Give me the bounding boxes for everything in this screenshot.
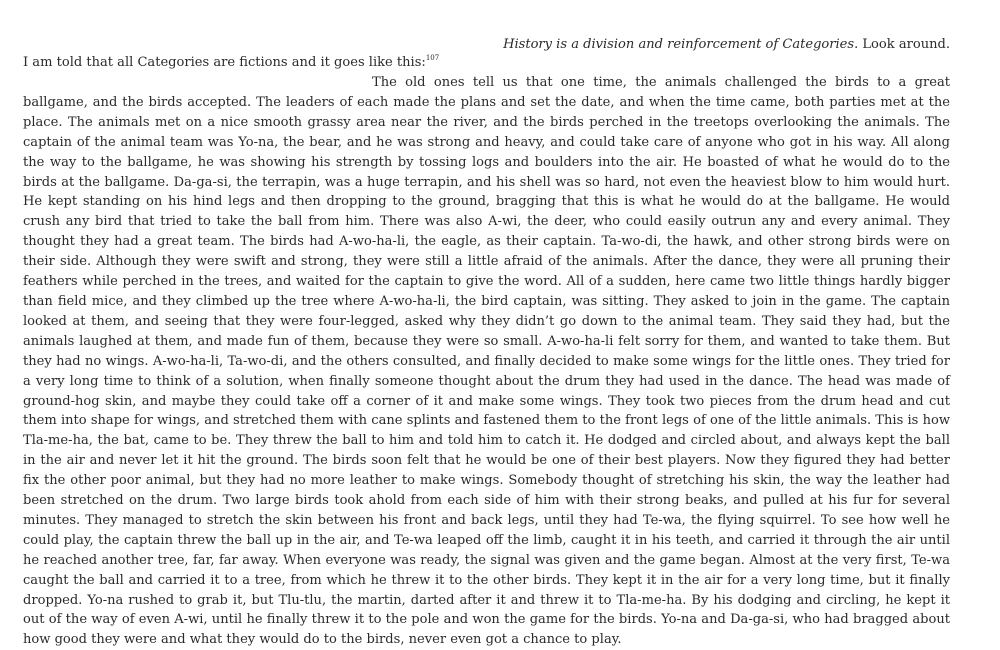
story-paragraph: The old ones tell us that one time, the animals challenged the birds to a great ballgame, and the birds accepted. The leaders of each made the plans and set the date, and when the time came, both parties met at the place. The animals met on a nice smooth grassy area near the river, and the birds perched in the treetops overlooking the animals. The captain of the animal team was Yo-na, the bear, and he was strong and heavy, and could take care of anyone who got in his way. All along the way to the ballgame, he was showing his strength by tossing logs and boulders into the air. He boasted of what he would do to the birds at the ballgame. Da-ga-si, the terrapin, was a huge terrapin, and his shell was so hard, not even the heaviest blow to him would hurt. He kept standing on his hind legs and then dropping to the ground, bragging that this is what he would do at the ballgame. He would crush any bird that tried to take the ball from him. There was also A-wi, the deer, who could easily outrun any and every animal. They thought they had a great team. The birds had A-wo-ha-li, the eagle, as their captain. Ta-wo-di, the hawk, and other strong birds were on their side. Although they were swift and strong, they were still a little afraid of the animals. After the dance, they were all pruning their feathers while perched in the trees, and waited for the captain to give the word. All of a sudden, here came two little things hardly bigger than field mice, and they climbed up the tree where A-wo-ha-li, the bird captain, was sitting. They asked to join in the game. The captain looked at them, and seeing that they were four-legged, asked why they didn’t go down to the animal team. They said they had, but the animals laughed at them, and made fun of them, because they were so small. A-wo-ha-li felt sorry for them, and wanted to take them. But they had no wings. A-wo-ha-li, Ta-wo-di, and the others consulted, and finally decided to make some wings for the little ones. They tried for a very long time to think of a solution, when finally someone thought about the drum they had used in the dance. The head was made of ground-hog skin, and maybe they could take off a corner of it and make some wings. They took two pieces from the drum head and cut them into shape for wings, and stretched them with cane splints and fastened them to the front legs of one of the little animals. This is how Tla-me-ha, the bat, came to be. They threw the ball to him and told him to catch it. He dodged and circled about, and always kept the ball in the air and never let it hit the ground. The birds soon felt that he would be one of their best players. Now they figured they had better fix the other poor animal, but they had no more leather to make wings. Somebody thought of stretching his skin, the way the leather had been stretched on the drum. Two large birds took ahold from each side of him with their strong beaks, and pulled at his fur for several minutes. They managed to stretch the skin between his front and back legs, until they had Te-wa, the flying squirrel. To see how well he could play, the captain threw the ball up in the air, and Te-wa leaped off the limb, caught it in his teeth, and carried it through the air until he reached another tree, far, far away. When everyone was ready, the signal was given and the game began. Almost at the very first, Te-wa caught the ball and carried it to a tree, from which he threw it to the other birds. They kept it in the air for a very long time, but it finally dropped. Yo-na rushed to grab it, but Tlu-tlu, the martin, darted after it and threw it to Tla-me-ha. By his dodging and circling, he kept it out of the way of even A-wi, until he finally threw it to the pole and won the game for the birds. Yo-na and Da-ga-si, who had bragged about how good they were and what they would do to the birds, never even got a chance to play. xyxy=(23,75,950,648)
epigraph xyxy=(23,36,950,53)
epigraph-tail-text: Look around. xyxy=(858,37,950,52)
epigraph-italic-text: History is a division and reinforcement of Categories. xyxy=(503,37,859,52)
intro-line xyxy=(23,54,950,71)
intro-text: I am told that all Categories are fictions and it goes like this: xyxy=(23,55,426,70)
footnote-marker[interactable]: 107 xyxy=(425,54,440,62)
document-page xyxy=(23,36,950,650)
